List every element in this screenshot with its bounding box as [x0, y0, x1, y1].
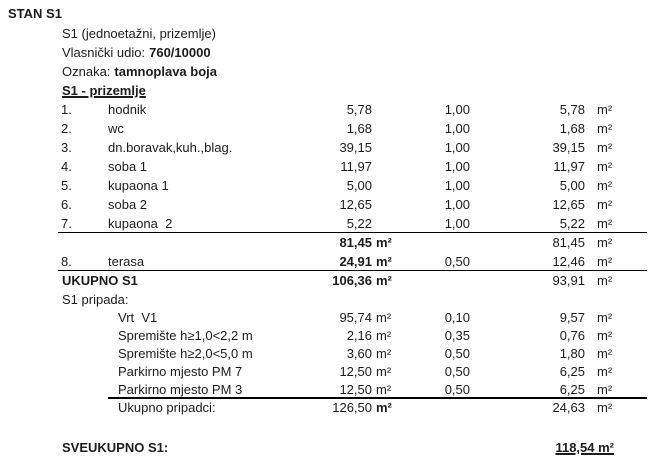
reduced-area-cell: 6,25: [559, 364, 585, 379]
reduced-area-cell: 12,65: [552, 197, 585, 212]
area-cell: 1,68: [346, 121, 372, 136]
room-name-cell: dn.boravak,kuh.,blag.: [108, 140, 233, 155]
coefficient-cell: 1,00: [444, 102, 470, 117]
area-cell: 12,65: [339, 197, 372, 212]
room-name-cell: [108, 233, 268, 252]
coefficient-cell: [398, 271, 470, 290]
room-name-cell: soba 2: [108, 197, 148, 212]
unit-cell: m²: [597, 159, 613, 174]
item-name-cell: Vrt V1: [118, 310, 158, 325]
appurtenance-row: [58, 309, 647, 327]
coefficient-cell: 1,00: [444, 159, 470, 174]
area-cell: 5,22: [346, 216, 372, 231]
apartment-header: [62, 24, 647, 100]
area-cell: 3,60 m²: [346, 346, 392, 361]
section-heading-line: [62, 81, 647, 100]
table-row: [58, 195, 647, 214]
area-table: [58, 100, 647, 417]
area-cell: 81,45 m²: [339, 235, 392, 250]
reduced-area-cell: 6,25: [470, 381, 585, 399]
unit-cell: m²: [597, 328, 613, 343]
row-number-cell: [58, 399, 108, 417]
reduced-area-cell: 1,68: [559, 121, 585, 136]
area-cell: 126,50 m²: [332, 400, 392, 415]
row-number-cell: [58, 327, 108, 345]
appurtenances-label-row: [58, 290, 647, 309]
reduced-area-cell: 39,15: [552, 140, 585, 155]
unit-cell: m²: [597, 254, 613, 269]
row-number-cell: 8.: [61, 254, 72, 269]
unit-cell: m²: [597, 178, 613, 193]
page-title: STAN S1: [8, 6, 62, 21]
coefficient-cell: 0,50: [398, 381, 470, 399]
appurtenances-label: S1 pripada:: [62, 292, 129, 307]
row-number-cell: 3.: [61, 140, 72, 155]
row-number-cell: [58, 309, 108, 327]
room-name-cell: hodnik: [108, 102, 147, 117]
reduced-area-cell: 9,57: [559, 310, 585, 325]
coefficient-cell: [398, 399, 470, 417]
reduced-area-cell: 0,76: [559, 328, 585, 343]
room-name-cell: kupaona 2: [108, 216, 173, 231]
area-cell: 95,74 m²: [339, 310, 392, 325]
area-cell: 11,97: [340, 159, 372, 174]
table-row: [58, 214, 647, 233]
area-cell: 39,15: [339, 140, 372, 155]
owner-share-label: Vlasnički udio:: [62, 45, 146, 60]
unit-cell: m²: [597, 346, 613, 361]
area-cell: 12,50 m²: [268, 381, 398, 399]
item-name-cell: Parkirno mjesto PM 7: [118, 364, 243, 379]
owner-share-line: [62, 43, 647, 62]
room-name-cell: terasa: [108, 254, 145, 269]
reduced-area-cell: 5,22: [559, 216, 585, 231]
table-row: [58, 138, 647, 157]
appurtenance-row: [58, 345, 647, 363]
coefficient-cell: 0,10: [444, 310, 470, 325]
reduced-area-cell: 5,78: [559, 102, 585, 117]
unit-cell: m²: [597, 400, 613, 415]
area-cell: 106,36 m²: [332, 273, 392, 288]
reduced-area-cell: 5,00: [559, 178, 585, 193]
coefficient-cell: 1,00: [444, 178, 470, 193]
item-name-cell: Ukupno pripadci:: [118, 400, 216, 415]
area-cell: 2,16 m²: [346, 328, 392, 343]
total-row: [58, 271, 647, 290]
row-number-cell: [58, 381, 108, 399]
unit-cell: m²: [585, 381, 647, 399]
unit-cell: m²: [597, 364, 613, 379]
item-name-cell: Spremište h≥1,0<2,2 m: [118, 328, 253, 343]
area-cell: 5,00: [346, 178, 372, 193]
subtotal-row: [58, 233, 647, 252]
row-number-cell: 2.: [61, 121, 72, 136]
reduced-area-cell: 1,80: [559, 346, 585, 361]
coefficient-cell: 1,00: [444, 121, 470, 136]
row-number-cell: [58, 233, 108, 252]
unit-cell: m²: [597, 197, 613, 212]
apartment-subtitle: S1 (jednoetažni, prizemlje): [62, 26, 216, 41]
mark-value: tamnoplava boja: [114, 64, 217, 79]
unit-cell: m²: [597, 235, 613, 250]
row-number-cell: 1.: [61, 102, 72, 117]
row-number-cell: 4.: [61, 159, 72, 174]
row-number-cell: [58, 363, 108, 381]
section-heading: S1 - prizemlje: [62, 83, 146, 98]
reduced-area-cell: 24,63: [552, 400, 585, 415]
unit-cell: m²: [597, 216, 613, 231]
appurtenance-row: [58, 327, 647, 345]
unit-cell: m²: [597, 310, 613, 325]
area-cell: 24,91 m²: [339, 254, 392, 269]
reduced-area-cell: 93,91: [552, 273, 585, 288]
room-name-cell: kupaona 1: [108, 178, 169, 193]
table-row: [58, 100, 647, 119]
coefficient-cell: 1,00: [444, 140, 470, 155]
reduced-area-cell: 81,45: [552, 235, 585, 250]
row-number-cell: 5.: [61, 178, 72, 193]
coefficient-cell: 1,00: [444, 197, 470, 212]
mark-label: Oznaka:: [62, 64, 111, 79]
unit-cell: m²: [597, 102, 613, 117]
grand-total-value: 118,54 m²: [555, 440, 614, 455]
reduced-area-cell: 11,97: [553, 159, 585, 174]
mark-line: [62, 62, 647, 81]
room-name-cell: soba 1: [108, 159, 148, 174]
item-name-cell: Spremište h≥2,0<5,0 m: [118, 346, 253, 361]
coefficient-cell: 0,50: [444, 364, 470, 379]
coefficient-cell: 0,35: [444, 328, 470, 343]
unit-cell: m²: [597, 273, 613, 288]
row-number-cell: 7.: [61, 216, 72, 231]
table-row: [58, 176, 647, 195]
table-row: [58, 252, 647, 271]
grand-total-row: [58, 438, 647, 457]
area-cell: 12,50 m²: [339, 364, 392, 379]
table-row: [58, 157, 647, 176]
reduced-area-cell: 12,46: [552, 254, 585, 269]
coefficient-cell: 0,50: [444, 346, 470, 361]
unit-cell: m²: [597, 121, 613, 136]
coefficient-cell: 0,50: [444, 254, 470, 269]
total-label: UKUPNO S1: [62, 273, 138, 288]
row-number-cell: 6.: [61, 197, 72, 212]
coefficient-cell: [398, 233, 470, 252]
appurtenance-row: [58, 381, 647, 399]
unit-cell: m²: [597, 140, 613, 155]
owner-share-value: 760/10000: [149, 45, 211, 60]
row-number-cell: [58, 345, 108, 363]
item-name-cell: Parkirno mjesto PM 3: [108, 381, 268, 399]
area-cell: 5,78: [346, 102, 372, 117]
coefficient-cell: 1,00: [444, 216, 470, 231]
room-name-cell: wc: [108, 121, 124, 136]
table-row: [58, 119, 647, 138]
grand-total-label: SVEUKUPNO S1:: [62, 440, 169, 455]
appurtenance-row: [58, 363, 647, 381]
appurtenances-total-row: [58, 399, 647, 417]
